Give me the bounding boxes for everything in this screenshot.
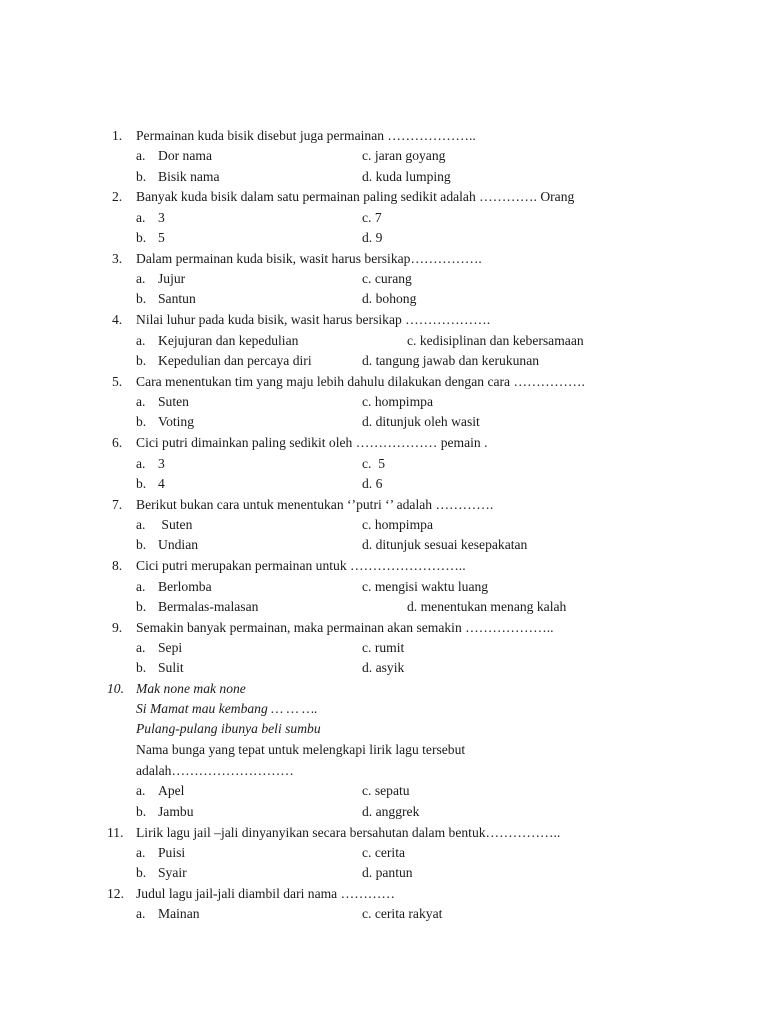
- option-b-letter: b.: [136, 660, 147, 675]
- option-a: Puisi: [158, 845, 186, 860]
- option-b-letter: b.: [136, 169, 147, 184]
- option-d: d. pantun: [362, 865, 413, 880]
- option-a-letter: a.: [136, 517, 146, 532]
- option-c: c. 7: [362, 210, 382, 225]
- question-text: Cici putri dimainkan paling sedikit oleh ……………… pemain .: [136, 435, 488, 450]
- option-a: Sepi: [158, 640, 183, 655]
- option-a-letter: a.: [136, 394, 146, 409]
- question-text: Lirik lagu jail –jali dinyanyikan secara bersahutan dalam bentuk……………..: [136, 825, 561, 840]
- option-a-letter: a.: [136, 906, 146, 921]
- option-b-letter: b.: [136, 865, 147, 880]
- question-text: Nama bunga yang tepat untuk melengkapi lirik lagu tersebut: [136, 742, 466, 757]
- option-c: c. curang: [362, 271, 412, 286]
- option-d: d. menentukan menang kalah: [407, 599, 567, 614]
- option-d: d. kuda lumping: [362, 169, 451, 184]
- option-a: Mainan: [158, 906, 200, 921]
- question-text: Cici putri merupakan permainan untuk ……………………..: [136, 558, 466, 573]
- option-a: Suten: [158, 394, 189, 409]
- option-d: d. asyik: [362, 660, 405, 675]
- option-b: Santun: [158, 291, 196, 306]
- option-c: c. 5: [362, 456, 386, 471]
- question-text: Nilai luhur pada kuda bisik, wasit harus bersikap ……………….: [136, 312, 491, 327]
- option-a-letter: a.: [136, 210, 146, 225]
- option-a: Apel: [158, 783, 185, 798]
- option-c: c. mengisi waktu luang: [362, 579, 489, 594]
- option-d: d. ditunjuk sesuai kesepakatan: [362, 537, 528, 552]
- option-c: c. hompimpa: [362, 394, 433, 409]
- option-b-letter: b.: [136, 537, 147, 552]
- lyric-line-2: Si Mamat mau kembang … … ….: [136, 701, 318, 716]
- option-b: Bermalas-malasan: [158, 599, 259, 614]
- option-a-letter: a.: [136, 640, 146, 655]
- option-b-letter: b.: [136, 599, 147, 614]
- option-a: Suten: [158, 517, 193, 532]
- option-a: Kejujuran dan kepedulian: [158, 333, 299, 348]
- option-c: c. kedisiplinan dan kebersamaan: [407, 333, 584, 348]
- question-text: Semakin banyak permainan, maka permainan akan semakin ………………..: [136, 620, 554, 635]
- option-d: d. bohong: [362, 291, 417, 306]
- option-c: c. jaran goyang: [362, 148, 446, 163]
- option-b: Bisik nama: [158, 169, 220, 184]
- option-a-letter: a.: [136, 271, 146, 286]
- option-b: Kepedulian dan percaya diri: [158, 353, 312, 368]
- option-a-letter: a.: [136, 456, 146, 471]
- option-c: c. rumit: [362, 640, 405, 655]
- option-b-letter: b.: [136, 230, 147, 245]
- question-text: Judul lagu jail-jali diambil dari nama …………: [136, 886, 395, 901]
- option-a: Berlomba: [158, 579, 212, 594]
- option-a: 3: [158, 456, 165, 471]
- option-d: d. anggrek: [362, 804, 420, 819]
- option-b: Syair: [158, 865, 187, 880]
- question-number: 6.: [112, 435, 123, 450]
- question-number: 2.: [112, 189, 123, 204]
- option-b: Undian: [158, 537, 199, 552]
- option-a-letter: a.: [136, 579, 146, 594]
- option-c: c. hompimpa: [362, 517, 433, 532]
- question-number: 1.: [112, 128, 123, 143]
- lyric-line-1: Mak none mak none: [136, 681, 246, 696]
- option-b-letter: b.: [136, 414, 147, 429]
- option-c: c. sepatu: [362, 783, 410, 798]
- question-text: Cara menentukan tim yang maju lebih dahulu dilakukan dengan cara …………….: [136, 374, 585, 389]
- option-b-letter: b.: [136, 291, 147, 306]
- option-a-letter: a.: [136, 148, 146, 163]
- question-text-cont: adalah………………………: [136, 763, 294, 778]
- option-b: 5: [158, 230, 165, 245]
- option-a-letter: a.: [136, 845, 146, 860]
- option-d: d. tangung jawab dan kerukunan: [362, 353, 540, 368]
- question-text: Banyak kuda bisik dalam satu permainan paling sedikit adalah …………. Orang: [136, 189, 575, 204]
- option-a-letter: a.: [136, 783, 146, 798]
- lyric-line-3: Pulang-pulang ibunya beli sumbu: [136, 721, 321, 736]
- option-b: Jambu: [158, 804, 194, 819]
- question-number: 8.: [112, 558, 123, 573]
- option-b: Sulit: [158, 660, 184, 675]
- question-number: 9.: [112, 620, 123, 635]
- option-d: d. 9: [362, 230, 383, 245]
- question-number: 10.: [107, 681, 124, 696]
- question-text: Dalam permainan kuda bisik, wasit harus bersikap…………….: [136, 251, 482, 266]
- option-b-letter: b.: [136, 804, 147, 819]
- question-number: 11.: [107, 825, 124, 840]
- option-c: c. cerita: [362, 845, 406, 860]
- option-b: Voting: [158, 414, 195, 429]
- option-a: Dor nama: [158, 148, 212, 163]
- question-number: 5.: [112, 374, 123, 389]
- question-text: Berikut bukan cara untuk menentukan ‘’putri ‘’ adalah ………….: [136, 497, 494, 512]
- question-number: 4.: [112, 312, 123, 327]
- question-text: Permainan kuda bisik disebut juga permainan ………………..: [136, 128, 476, 143]
- question-number: 3.: [112, 251, 123, 266]
- option-b-letter: b.: [136, 353, 147, 368]
- question-number: 7.: [112, 497, 123, 512]
- option-b: 4: [158, 476, 165, 491]
- option-a-letter: a.: [136, 333, 146, 348]
- option-b-letter: b.: [136, 476, 147, 491]
- option-a: Jujur: [158, 271, 186, 286]
- question-number: 12.: [107, 886, 124, 901]
- option-d: d. 6: [362, 476, 383, 491]
- option-d: d. ditunjuk oleh wasit: [362, 414, 480, 429]
- option-c: c. cerita rakyat: [362, 906, 443, 921]
- option-a: 3: [158, 210, 165, 225]
